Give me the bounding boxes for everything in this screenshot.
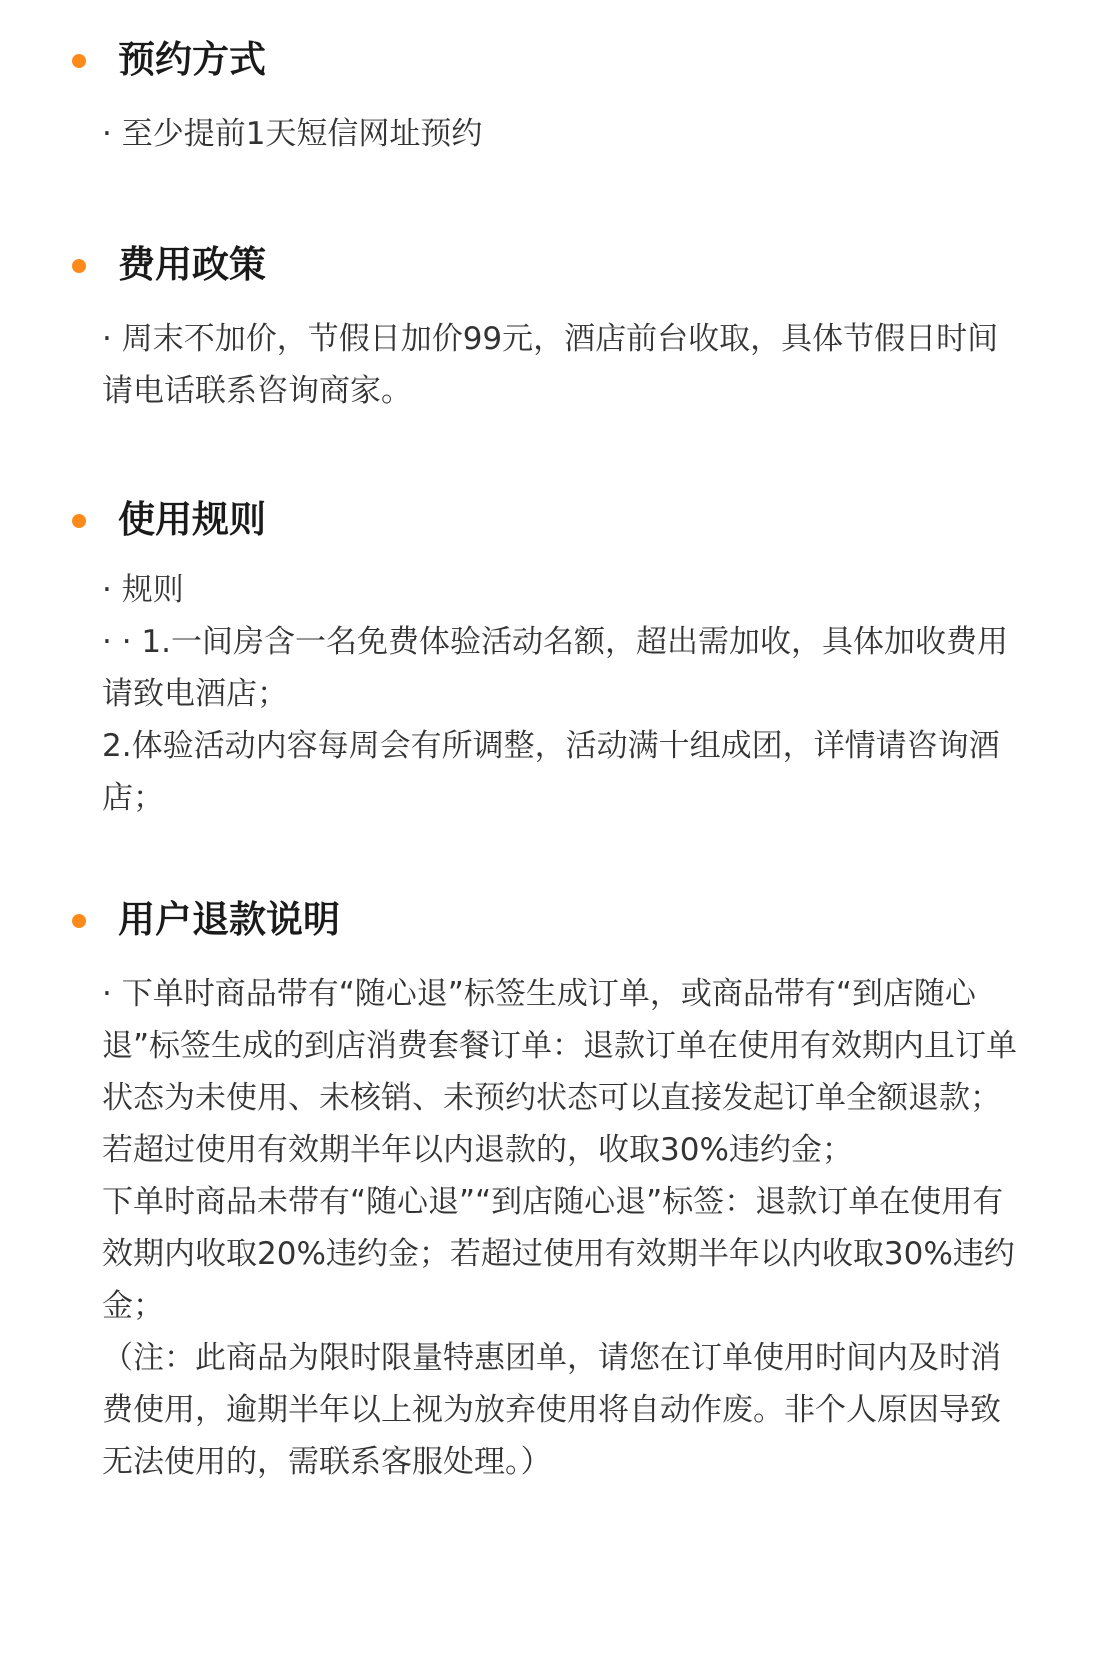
section-header [0, 235, 1094, 295]
orange-bullet-icon [72, 514, 86, 528]
section-refund-policy [0, 890, 1094, 1480]
body-line: 2.体验活动内容每周会有所调整，活动满十组成团，详情请咨询酒店； [102, 728, 1000, 816]
section-header [0, 890, 1094, 950]
section-fee-policy [0, 235, 1094, 409]
section-title: 费用政策 [118, 243, 266, 286]
body-line: 下单时商品未带有“随心退”“到店随心退”标签：退款订单在使用有效期内收取20%违约金；若超过使用有效期半年以内收取30%违约金； [102, 1184, 1015, 1324]
body-line: · 下单时商品带有“随心退”标签生成订单，或商品带有“到店随心退”标签生成的到店消费套餐订单：退款订单在使用有效期内且订单状态为未使用、未核销、未预约状态可以直接发起订单全额退款；若超过使用有效期半年以内退款的，收取30%违约金； [102, 976, 1018, 1168]
section-body [102, 968, 1022, 1488]
section-body [102, 108, 1022, 160]
section-usage-rules [0, 490, 1094, 816]
body-line: （注：此商品为限时限量特惠团单，请您在订单使用时间内及时消费使用，逾期半年以上视为放弃使用将自动作废。非个人原因导致无法使用的，需联系客服处理。） [102, 1340, 1001, 1480]
orange-bullet-icon [72, 259, 86, 273]
body-line: · · 1.一间房含一名免费体验活动名额，超出需加收，具体加收费用请致电酒店； [102, 624, 1008, 712]
section-header [0, 30, 1094, 90]
section-booking-method [0, 30, 1094, 152]
body-line: · 至少提前1天短信网址预约 [102, 116, 483, 152]
section-body [102, 564, 1022, 824]
body-line: · 周末不加价，节假日加价99元，酒店前台收取，具体节假日时间请电话联系咨询商家。 [102, 321, 999, 409]
section-title: 使用规则 [118, 498, 266, 541]
section-header [0, 490, 1094, 550]
orange-bullet-icon [72, 54, 86, 68]
section-title: 预约方式 [118, 38, 266, 81]
section-title: 用户退款说明 [118, 898, 340, 941]
body-line: · 规则 [102, 572, 184, 608]
orange-bullet-icon [72, 914, 86, 928]
section-body [102, 313, 1022, 417]
